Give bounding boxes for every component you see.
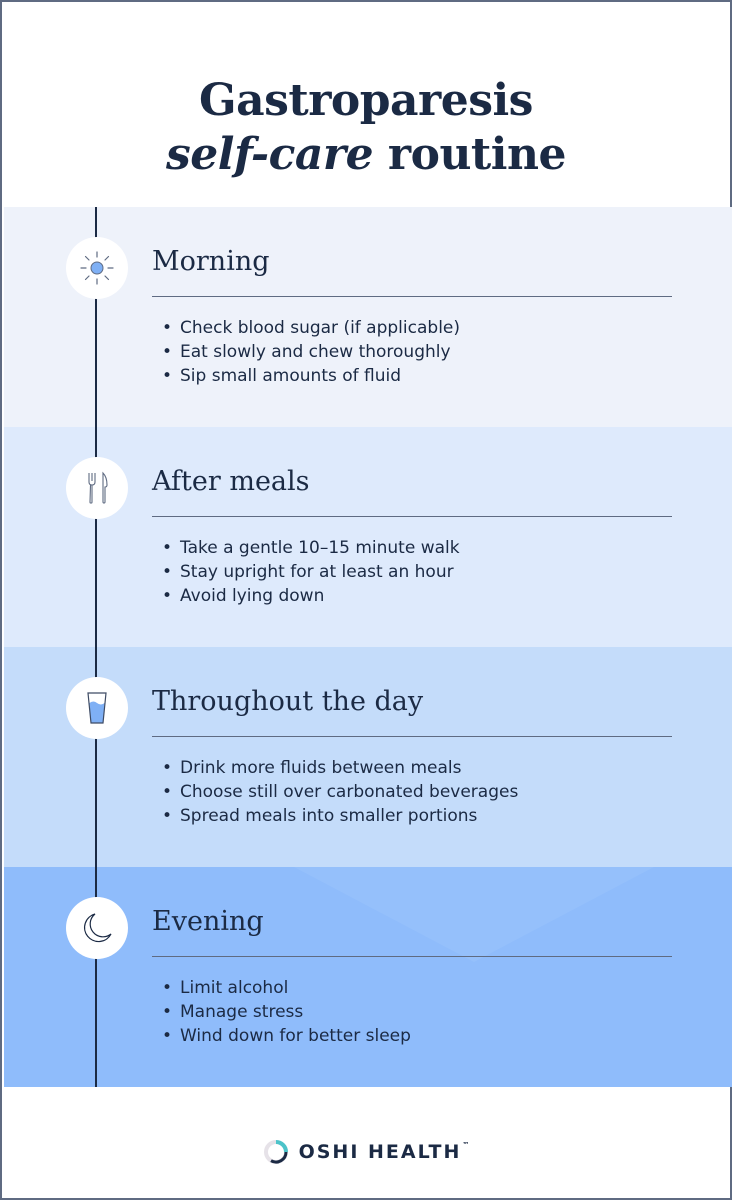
brand-name xyxy=(299,1141,470,1163)
section-heading: Morning xyxy=(152,246,270,277)
section-heading: After meals xyxy=(152,466,310,497)
title-line-1: Gastroparesis xyxy=(199,75,533,126)
list-item: • Take a gentle 10–15 minute walk xyxy=(162,536,460,560)
bullet-list xyxy=(162,976,411,1048)
footer-logo xyxy=(2,1139,730,1165)
bullet-list xyxy=(162,316,460,388)
page-title xyxy=(2,74,730,182)
list-item: • Check blood sugar (if applicable) xyxy=(162,316,460,340)
list-item: • Choose still over carbonated beverages xyxy=(162,780,518,804)
oshi-logo-icon xyxy=(263,1139,289,1165)
title-line-2 xyxy=(2,128,730,182)
list-item: • Limit alcohol xyxy=(162,976,411,1000)
section-heading: Throughout the day xyxy=(152,686,424,717)
trademark: ™ xyxy=(462,1141,470,1149)
title-italic: self-care xyxy=(166,129,374,180)
list-item: • Stay upright for at least an hour xyxy=(162,560,460,584)
divider xyxy=(152,956,672,957)
divider xyxy=(152,736,672,737)
list-item: • Avoid lying down xyxy=(162,584,460,608)
list-item: • Spread meals into smaller portions xyxy=(162,804,518,828)
fork-knife-icon xyxy=(66,457,128,519)
list-item: • Manage stress xyxy=(162,1000,411,1024)
bullet-list xyxy=(162,536,460,608)
section-heading: Evening xyxy=(152,906,264,937)
title-rest: routine xyxy=(373,129,566,180)
sun-icon xyxy=(66,237,128,299)
divider xyxy=(152,296,672,297)
moon-icon xyxy=(66,897,128,959)
list-item: • Eat slowly and chew thoroughly xyxy=(162,340,460,364)
brand-text: OSHI HEALTH xyxy=(298,1141,462,1163)
divider xyxy=(152,516,672,517)
bullet-list xyxy=(162,756,518,828)
list-item: • Drink more fluids between meals xyxy=(162,756,518,780)
list-item: • Wind down for better sleep xyxy=(162,1024,411,1048)
list-item: • Sip small amounts of fluid xyxy=(162,364,460,388)
water-glass-icon xyxy=(66,677,128,739)
decorative-shape xyxy=(294,867,654,962)
